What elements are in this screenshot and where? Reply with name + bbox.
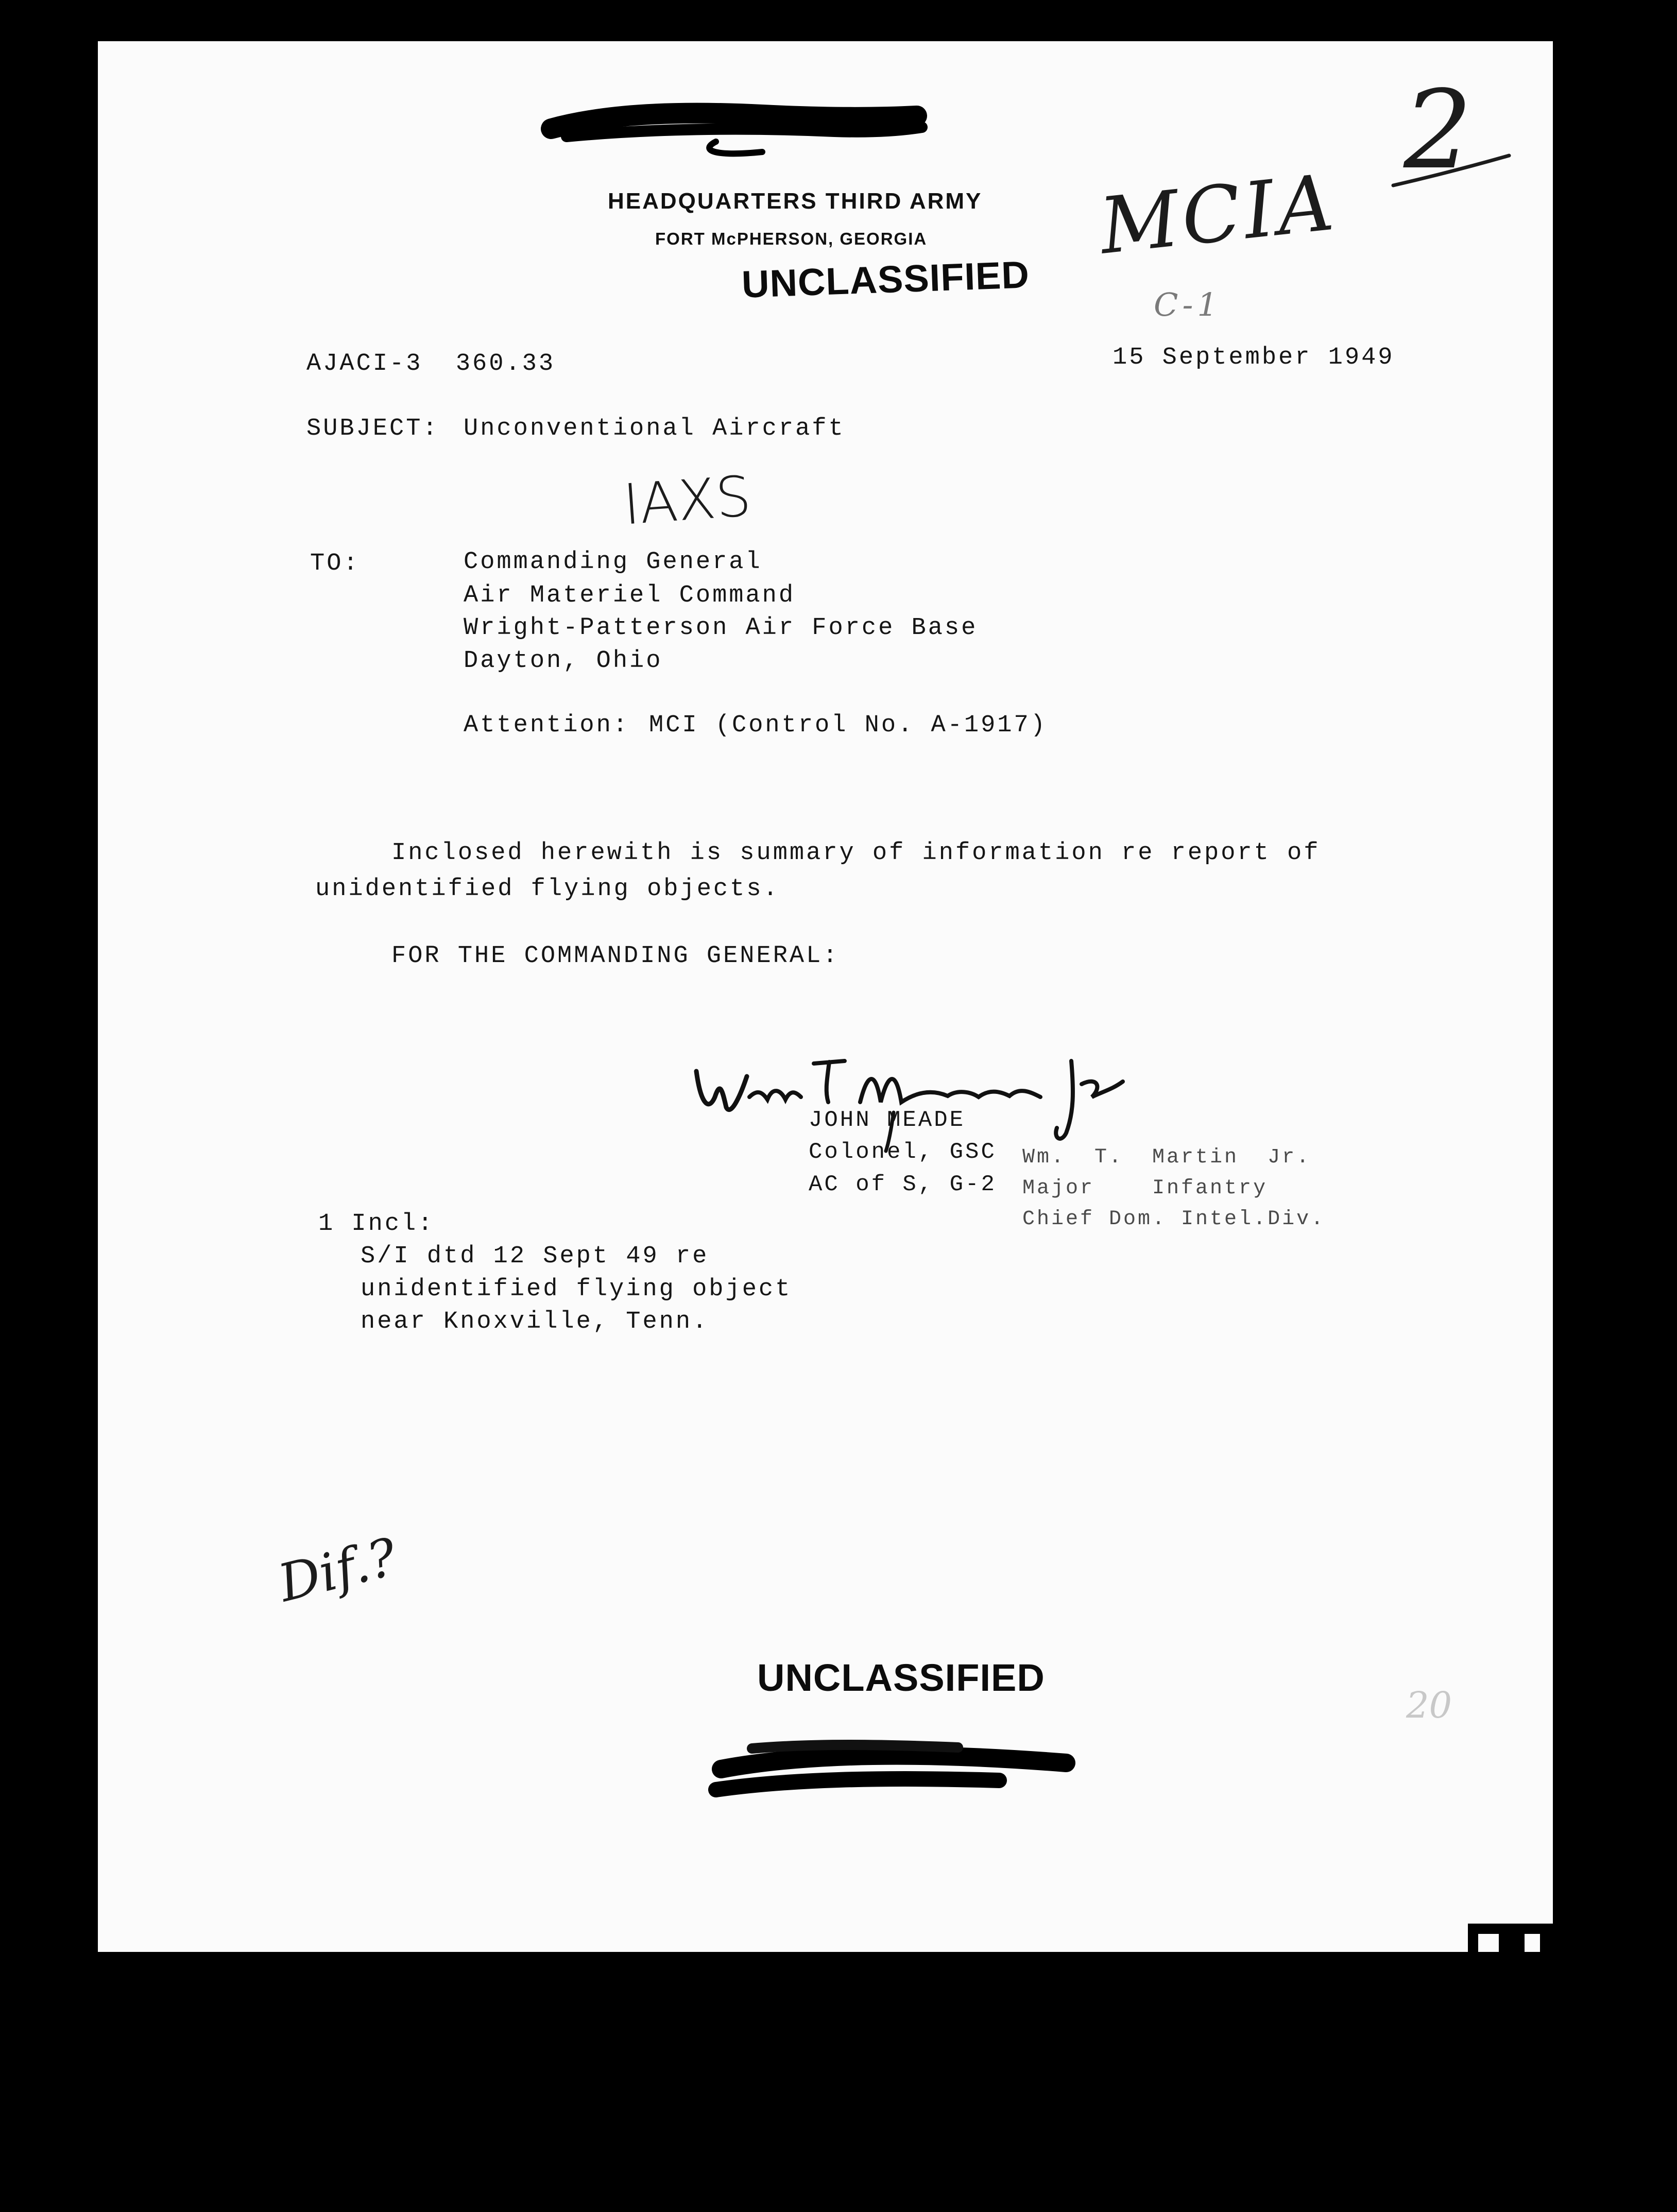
letterhead-location: FORT McPHERSON, GEORGIA bbox=[655, 229, 928, 248]
redaction-mark-bottom bbox=[711, 1723, 1082, 1815]
inclosure-line: S/I dtd 12 Sept 49 re bbox=[361, 1243, 709, 1270]
to-line: Wright-Patterson Air Force Base bbox=[464, 614, 978, 642]
handwritten-routing-mark: IAXS bbox=[621, 464, 754, 538]
handwritten-faint-number: 20 bbox=[1406, 1684, 1452, 1726]
to-line: Dayton, Ohio bbox=[464, 647, 663, 675]
handwritten-page-number: 2 bbox=[1404, 67, 1473, 193]
to-label: TO: bbox=[310, 550, 360, 577]
body-line: unidentified flying objects. bbox=[315, 876, 780, 903]
memo-date: 15 September 1949 bbox=[1113, 344, 1395, 371]
signature-block-line: AC of S, G-2 bbox=[809, 1172, 997, 1197]
classification-stamp-top: UNCLASSIFIED bbox=[741, 253, 1031, 306]
body-line: Inclosed herewith is summary of information re report of bbox=[391, 839, 1321, 867]
subject-text: Unconventional Aircraft bbox=[464, 415, 845, 442]
handwritten-file-ref: C-1 bbox=[1154, 286, 1222, 323]
attention-label: Attention: bbox=[464, 712, 630, 739]
handwritten-signature bbox=[690, 1040, 1143, 1154]
signature-block-line: JOHN MEADE bbox=[809, 1107, 966, 1133]
signer-block-line: Wm. T. Martin Jr. bbox=[1022, 1146, 1311, 1169]
classification-stamp-bottom: UNCLASSIFIED bbox=[757, 1656, 1045, 1699]
handwritten-margin-note: Dif.? bbox=[272, 1526, 403, 1614]
to-line: Air Materiel Command bbox=[464, 582, 796, 609]
letterhead-organization: HEADQUARTERS THIRD ARMY bbox=[608, 188, 983, 214]
to-line: Commanding General bbox=[464, 548, 762, 576]
inclosure-line: near Knoxville, Tenn. bbox=[361, 1308, 709, 1335]
redaction-mark-top bbox=[546, 100, 927, 162]
signer-block-line: Chief Dom. Intel.Div. bbox=[1022, 1208, 1326, 1231]
signature-block-line: Colonel, GSC bbox=[809, 1139, 997, 1165]
file-number: AJACI-3 360.33 bbox=[306, 350, 556, 378]
inclosure-line: unidentified flying object bbox=[361, 1276, 792, 1303]
inclosure-label: 1 Incl: bbox=[318, 1210, 435, 1238]
attention-text: MCI (Control No. A-1917) bbox=[649, 712, 1047, 739]
closing-line: FOR THE COMMANDING GENERAL: bbox=[391, 942, 840, 970]
signer-block-line: Major Infantry bbox=[1022, 1177, 1268, 1200]
handwritten-note-mcia: MCIA bbox=[1096, 158, 1341, 272]
subject-label: SUBJECT: bbox=[306, 415, 439, 442]
page-edge-tab bbox=[1468, 1924, 1555, 1954]
